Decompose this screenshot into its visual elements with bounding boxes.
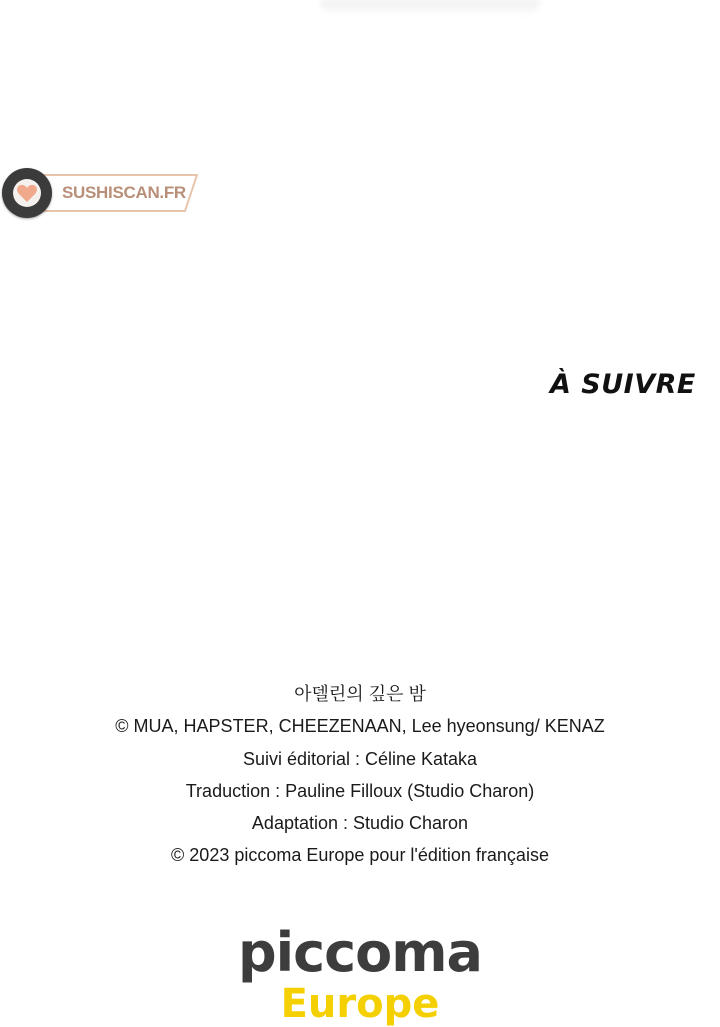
badge-label: SUSHISCAN.FR (62, 183, 186, 202)
credit-translation: Traduction : Pauline Filloux (Studio Charon) (185, 780, 535, 801)
credit-editorial: Suivi éditorial : Céline Kataka (242, 748, 478, 769)
credit-copyright-edition: © 2023 piccoma Europe pour l'édition française (171, 845, 549, 866)
credit-adaptation: Adaptation : Studio Charon (251, 813, 469, 834)
to-be-continued-text: À SUIVRE (550, 369, 696, 400)
credit-original-title: 아델린의 깊은 밤 (294, 684, 426, 704)
heart-icon (16, 183, 38, 203)
piccoma-logo: piccoma (238, 921, 482, 984)
credit-copyright-authors: © MUA, HAPSTER, CHEEZENAAN, Lee hyeonsung/ KENAZ (115, 716, 605, 737)
piccoma-logo-sub: Europe (280, 981, 440, 1027)
sushiscan-badge[interactable] (0, 166, 200, 222)
badge-logo-circle (2, 168, 52, 218)
top-smudge (320, 0, 540, 16)
credits-block (0, 680, 720, 874)
